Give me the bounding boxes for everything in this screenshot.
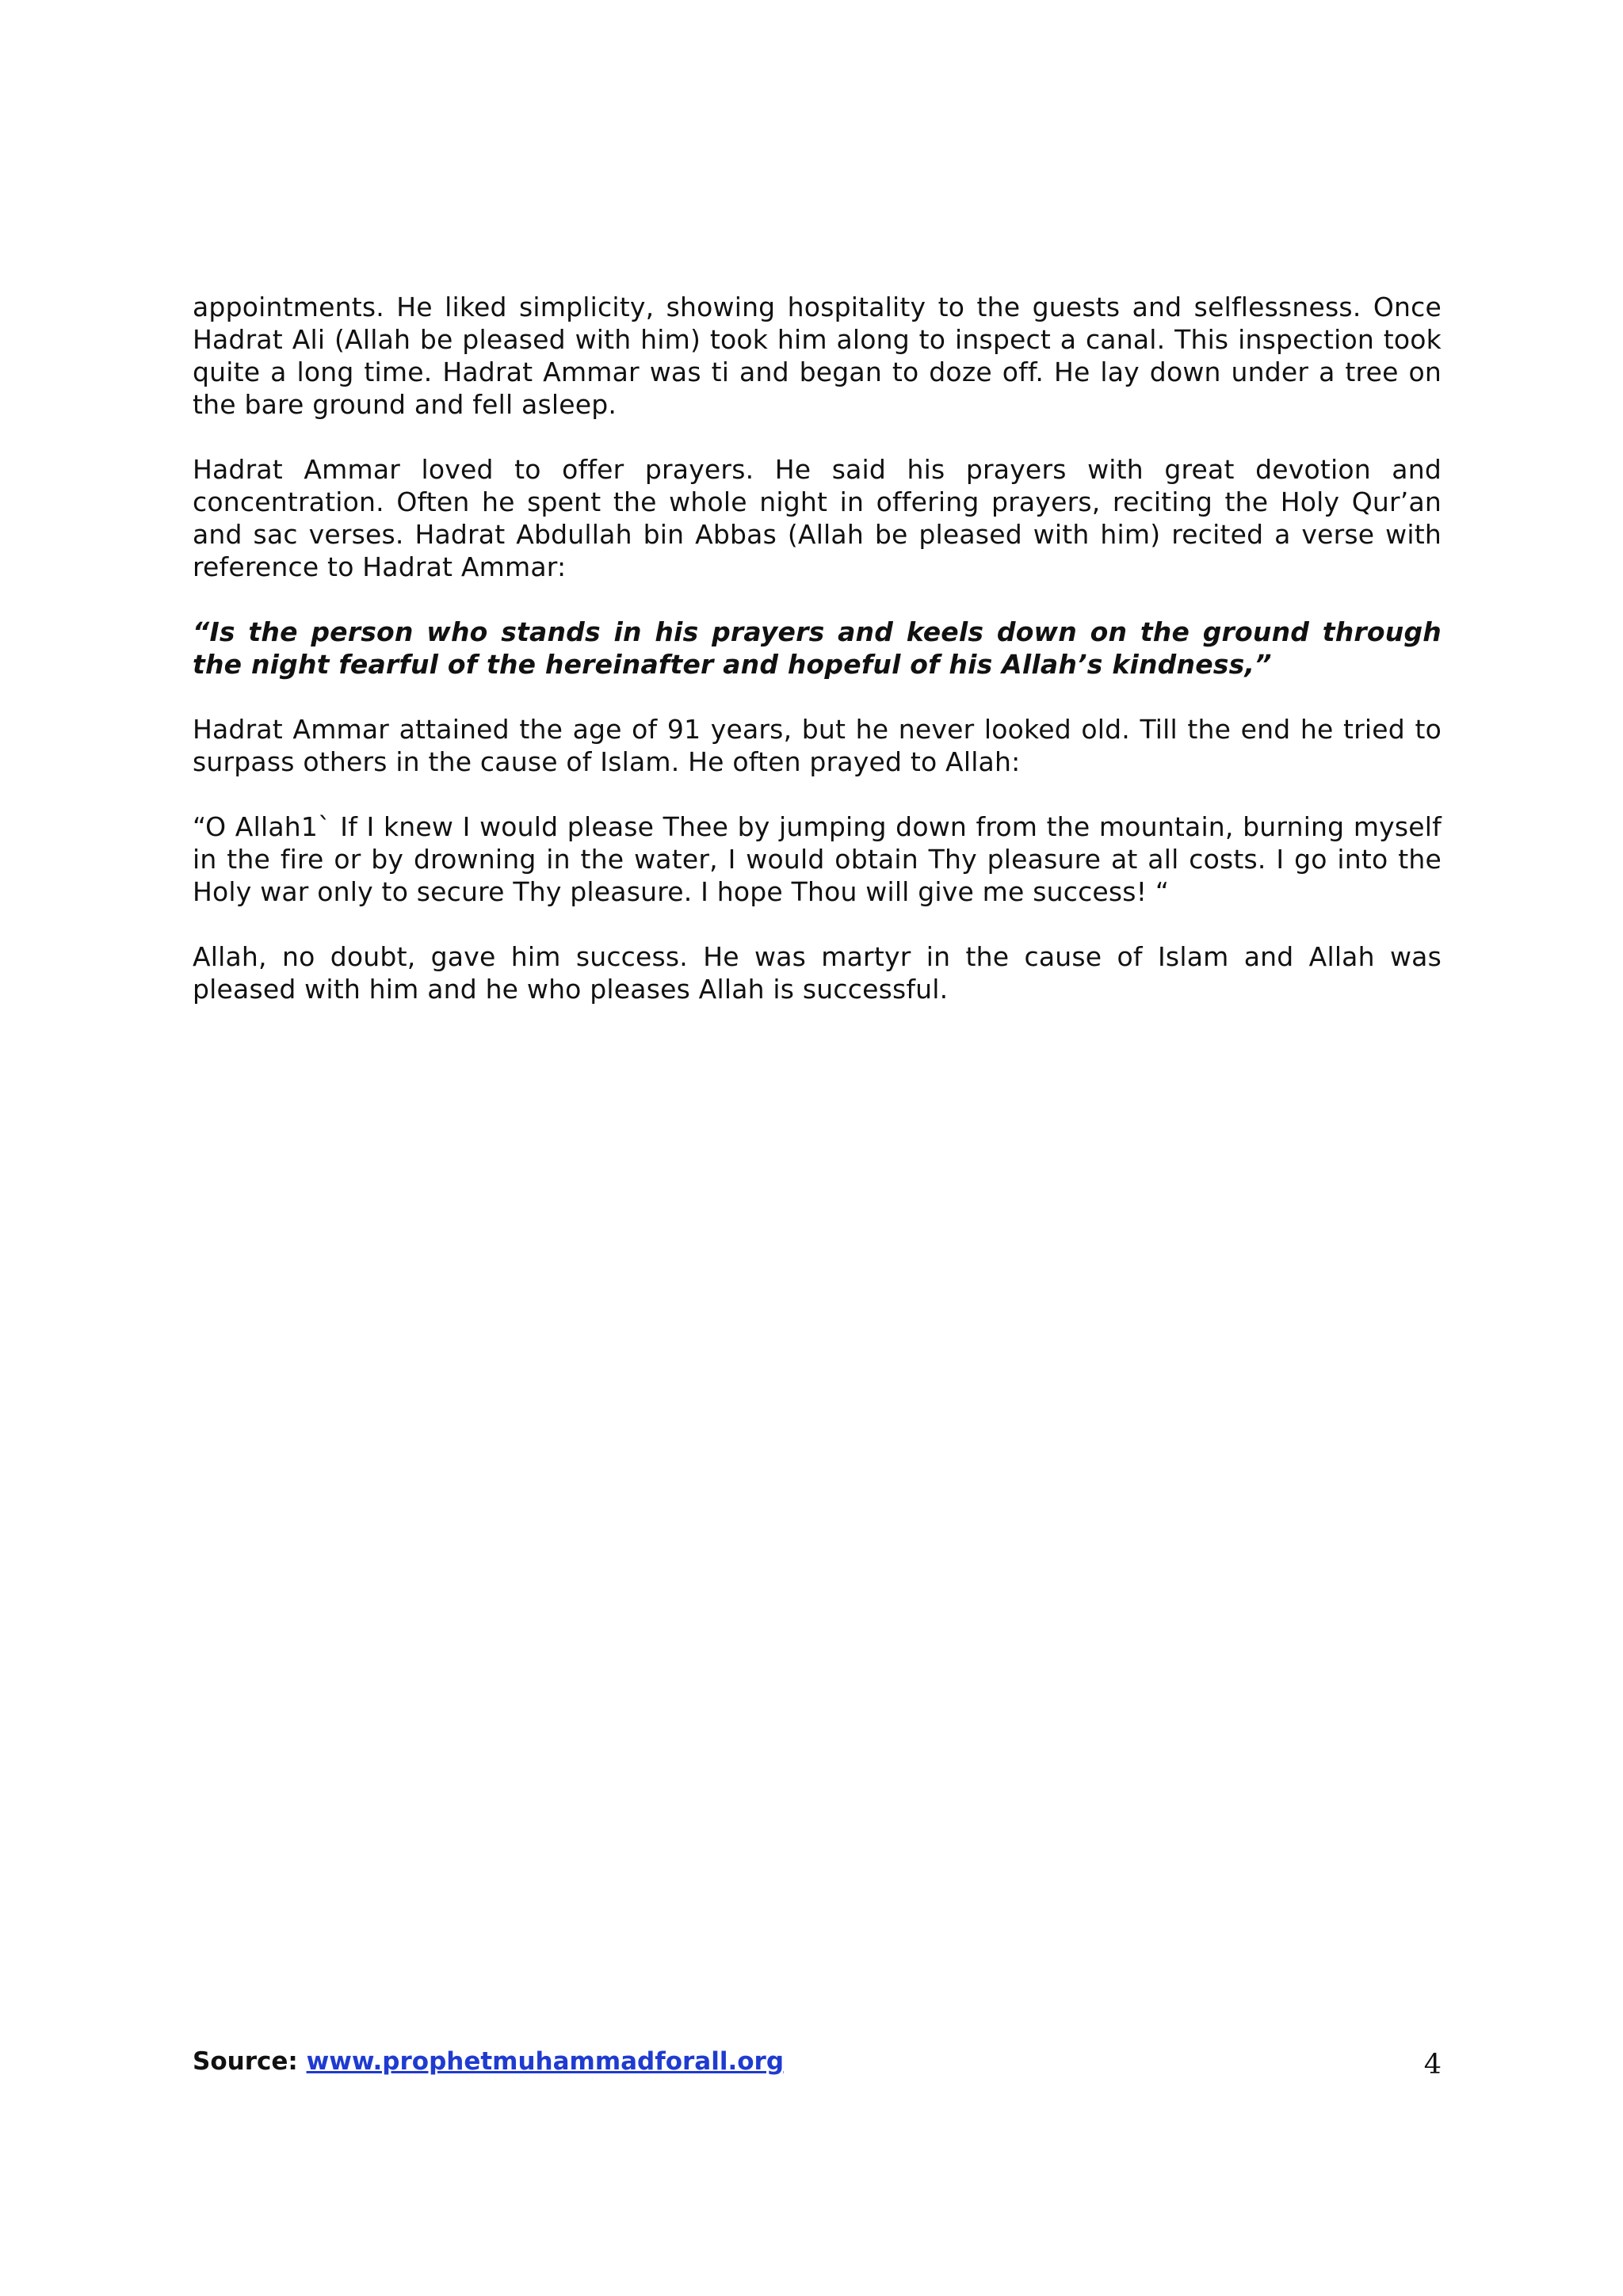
paragraph-age: Hadrat Ammar attained the age of 91 years, but he never looked old. Till the end he tried to surpass others in the cause of Islam. He often prayed to Allah: — [193, 714, 1442, 777]
quoted-verse: “Is the person who stands in his prayers and keels down on the ground through the night fearful of the hereinafter and hopeful of his Allah’s kindness,” — [193, 616, 1442, 680]
source-line — [193, 2047, 784, 2076]
paragraph-prayers: Hadrat Ammar loved to offer prayers. He said his prayers with great devotion and concentration. Often he spent the whole night in offering prayers, reciting the Holy Qur’an and sac verses. Hadrat Abdullah bin Abbas (Allah be pleased with him) recited a verse with reference to Hadrat Ammar: — [193, 454, 1442, 582]
source-link[interactable]: www.prophetmuhammadforall.org — [306, 2047, 785, 2076]
paragraph-simplicity: appointments. He liked simplicity, showing hospitality to the guests and selflessness. Once Hadrat Ali (Allah be pleased with him) took him along to inspect a canal. This inspection took quite a long time. Hadrat Ammar was ti and began to doze off. He lay down under a tree on the bare ground and fell asleep. — [193, 292, 1442, 420]
paragraph-success: Allah, no doubt, gave him success. He was martyr in the cause of Islam and Allah was pleased with him and he who pleases Allah is successful. — [193, 941, 1442, 1005]
page-footer — [193, 2042, 1442, 2082]
page-number: 4 — [1423, 2049, 1442, 2081]
source-label: Source: — [193, 2047, 298, 2076]
prayer-quote: “O Allah1` If I knew I would please Thee by jumping down from the mountain, burning myself in the fire or by drowning in the water, I would obtain Thy pleasure at all costs. I go into the Holy war only to secure Thy pleasure. I hope Thou will give me success! “ — [193, 811, 1442, 907]
document-body — [193, 291, 1442, 1038]
